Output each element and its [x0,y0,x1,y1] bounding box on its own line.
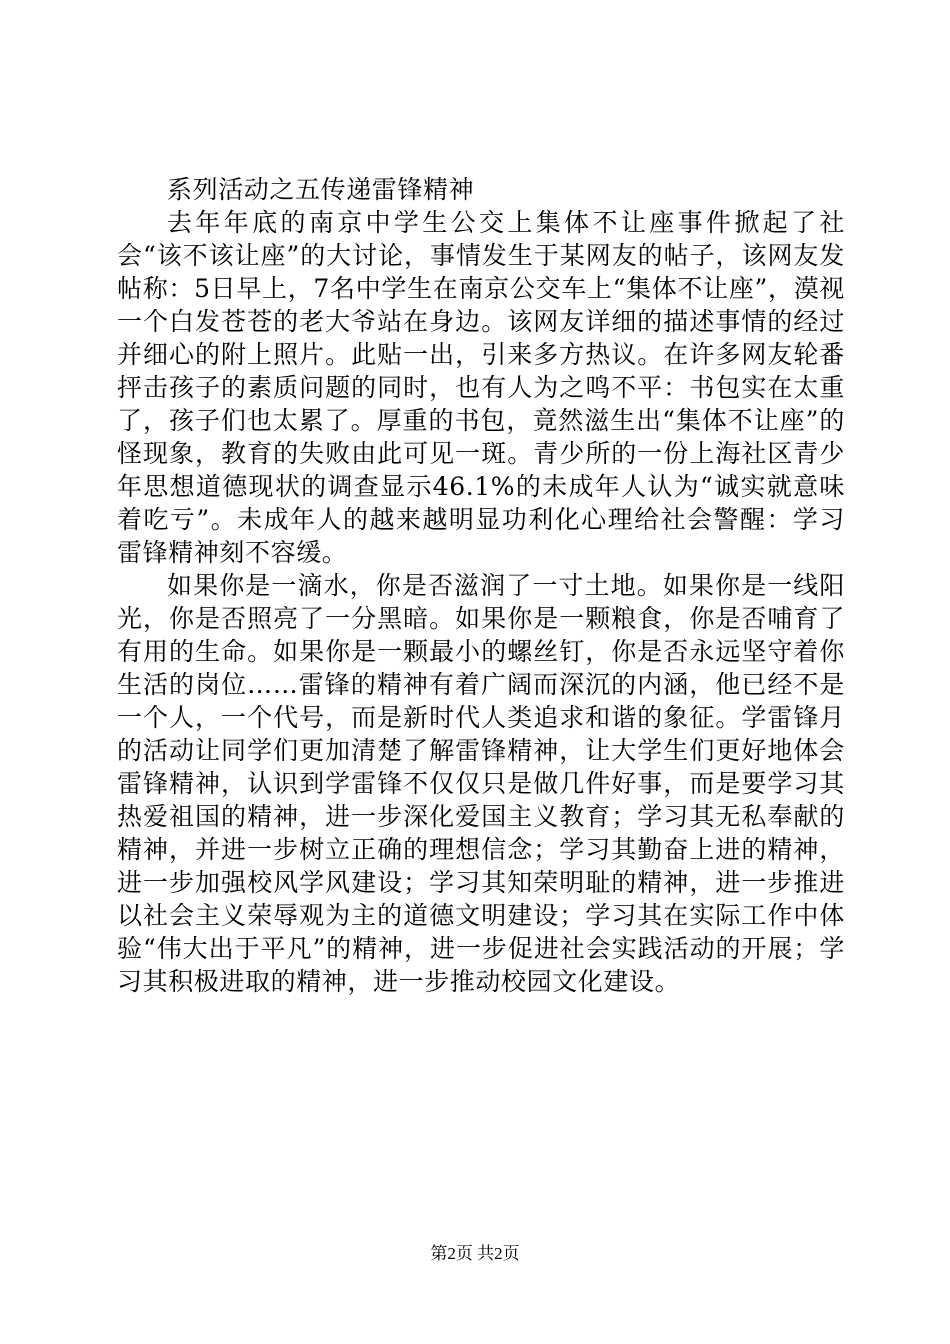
paragraph-2: 如果你是一滴水，你是否滋润了一寸土地。如果你是一线阳光，你是否照亮了一分黑暗。如果你是一颗粮食，你是否哺育了有用的生命。如果你是一颗最小的螺丝钉，你是否永远坚守着你生活的岗位……雷锋的精神有着广阔而深沉的内涵，他已经不是一个人，一个代号，而是新时代人类追求和谐的象征。学雷锋月的活动让同学们更加清楚了解雷锋精神，让大学生们更好地体会雷锋精神，认识到学雷锋不仅仅只是做几件好事，而是要学习其热爱祖国的精神，进一步深化爱国主义教育；学习其无私奉献的精神，并进一步树立正确的理想信念；学习其勤奋上进的精神，进一步加强校风学风建设；学习其知荣明耻的精神，进一步推进以社会主义荣辱观为主的道德文明建设；学习其在实际工作中体验“伟大出于平凡”的精神，进一步促进社会实践活动的开展；学习其积极进取的精神，进一步推动校园文化建设。 [117,571,845,996]
document-title: 系列活动之五传递雷锋精神 [167,175,475,204]
page-number: 第2页 共2页 [430,1244,520,1263]
paragraph-1: 去年年底的南京中学生公交上集体不让座事件掀起了社会“该不该让座”的大讨论，事情发生于某网友的帖子，该网友发帖称：5日早上，7名中学生在南京公交车上“集体不让座”，漠视一个白发苍苍的老大爷站在身边。该网友详细的描述事情的经过并细心的附上照片。此贴一出，引来多方热议。在许多网友轮番抨击孩子的素质问题的同时，也有人为之鸣不平：书包实在太重了，孩子们也太累了。厚重的书包，竟然滋生出“集体不让座”的怪现象，教育的失败由此可见一斑。青少所的一份上海社区青少年思想道德现状的调查显示46.1%的未成年人认为“诚实就意味着吃亏”。未成年人的越来越明显功利化心理给社会警醒：学习雷锋精神刻不容缓。 [117,208,845,567]
document-body [117,173,845,998]
